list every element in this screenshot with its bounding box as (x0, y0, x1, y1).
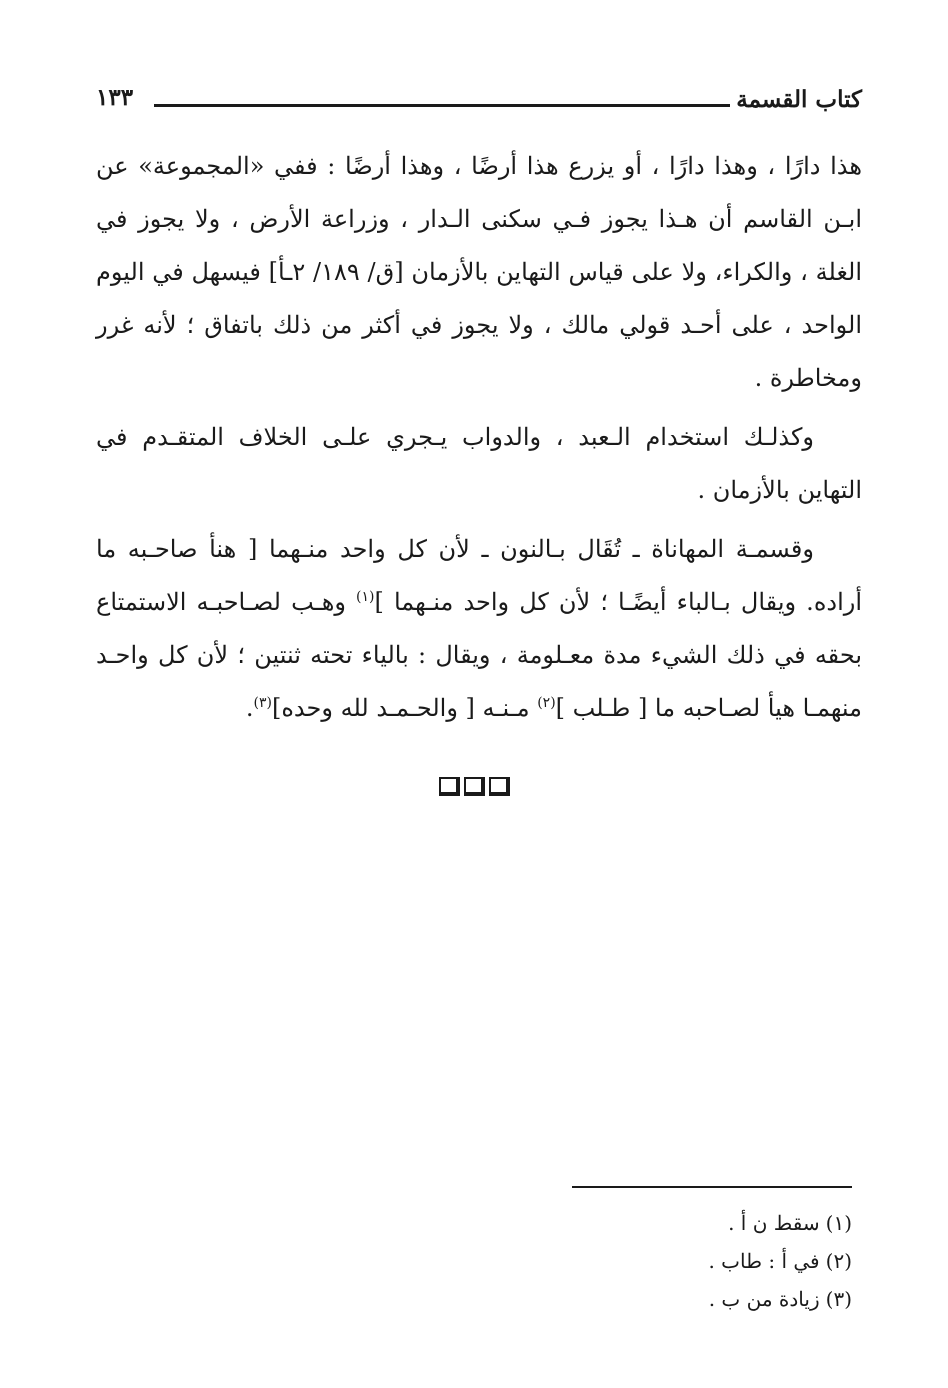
footnote-ref-2: (٢) (537, 695, 556, 711)
footnote-number: (١) (825, 1211, 852, 1235)
ornament-box-icon (489, 777, 510, 796)
paragraph-1: هذا دارًا ، وهذا دارًا ، أو يزرع هذا أرضًا ، وهذا أرضًا : ففي «المجموعة» عن ابـن القاسم أن هـذا يجوز فـي سكنى الـدار ، وزراعة الأرض ، ولا يجوز في الغلة ، والكراء، ولا على قياس التهاين بالأزمان [ق/ ١٨٩/ ٢ـأ] فيسهل في اليوم الواحد ، على أحـد قولي مالك ، ولا يجوز في أكثر من ذلك باتفاق ؛ لأنه غرر ومخاطرة . (96, 152, 863, 392)
footnote-3 (352, 1280, 852, 1318)
section-end-ornament (0, 776, 948, 800)
paragraph-2: وكذلـك استخدام الـعبد ، والدواب يـجري علـى الخلاف المتقـدم في التهاين بالأزمان . (96, 423, 862, 504)
main-text (96, 140, 862, 741)
ornament-box-icon (439, 777, 460, 796)
footnote-number: (٢) (825, 1249, 852, 1273)
footnote-ref-1: (١) (356, 589, 375, 605)
footnote-1 (352, 1204, 852, 1242)
ornament-box-icon (464, 777, 485, 796)
page-number: ١٣٣ (96, 84, 134, 111)
footnote-text: زيادة من ب . (708, 1287, 820, 1311)
footnote-text: سقط ن أ . (728, 1211, 820, 1235)
running-header (96, 84, 862, 124)
paragraph-3 (96, 523, 862, 735)
footnote-ref-3: (٣) (253, 695, 272, 711)
paragraph-3-part-4: . (245, 694, 254, 722)
footnote-2 (352, 1242, 852, 1280)
footnote-number: (٣) (825, 1287, 852, 1311)
footnote-text: في أ : طاب . (708, 1249, 820, 1273)
header-rule (154, 104, 730, 107)
paragraph-3-part-1: وقسمـة المهاناة ـ تُقَال بـالنون ـ لأن كل واحد منـهما [ هنأ صاحـبه ما أراده. ويقال بـالباء أيضًـا ؛ لأن كل واحد منـهما ] (96, 535, 863, 616)
paragraph-3-part-2: وهـب لصـاحبـه الاستمتاع بحقه في ذلك الشيء مدة معـلومة ، ويقال : بالياء تحته ثنتين ؛ لأن كل واحـد منهمـا هيأ لصـاحبه ما [ طـلب ] (96, 588, 862, 722)
paragraph-3-part-3: مـنـه [ والحـمـد لله وحده] (271, 694, 538, 722)
chapter-title: كتاب القسمة (736, 86, 862, 113)
footnote-separator (572, 1186, 852, 1188)
footnotes (352, 1204, 852, 1318)
